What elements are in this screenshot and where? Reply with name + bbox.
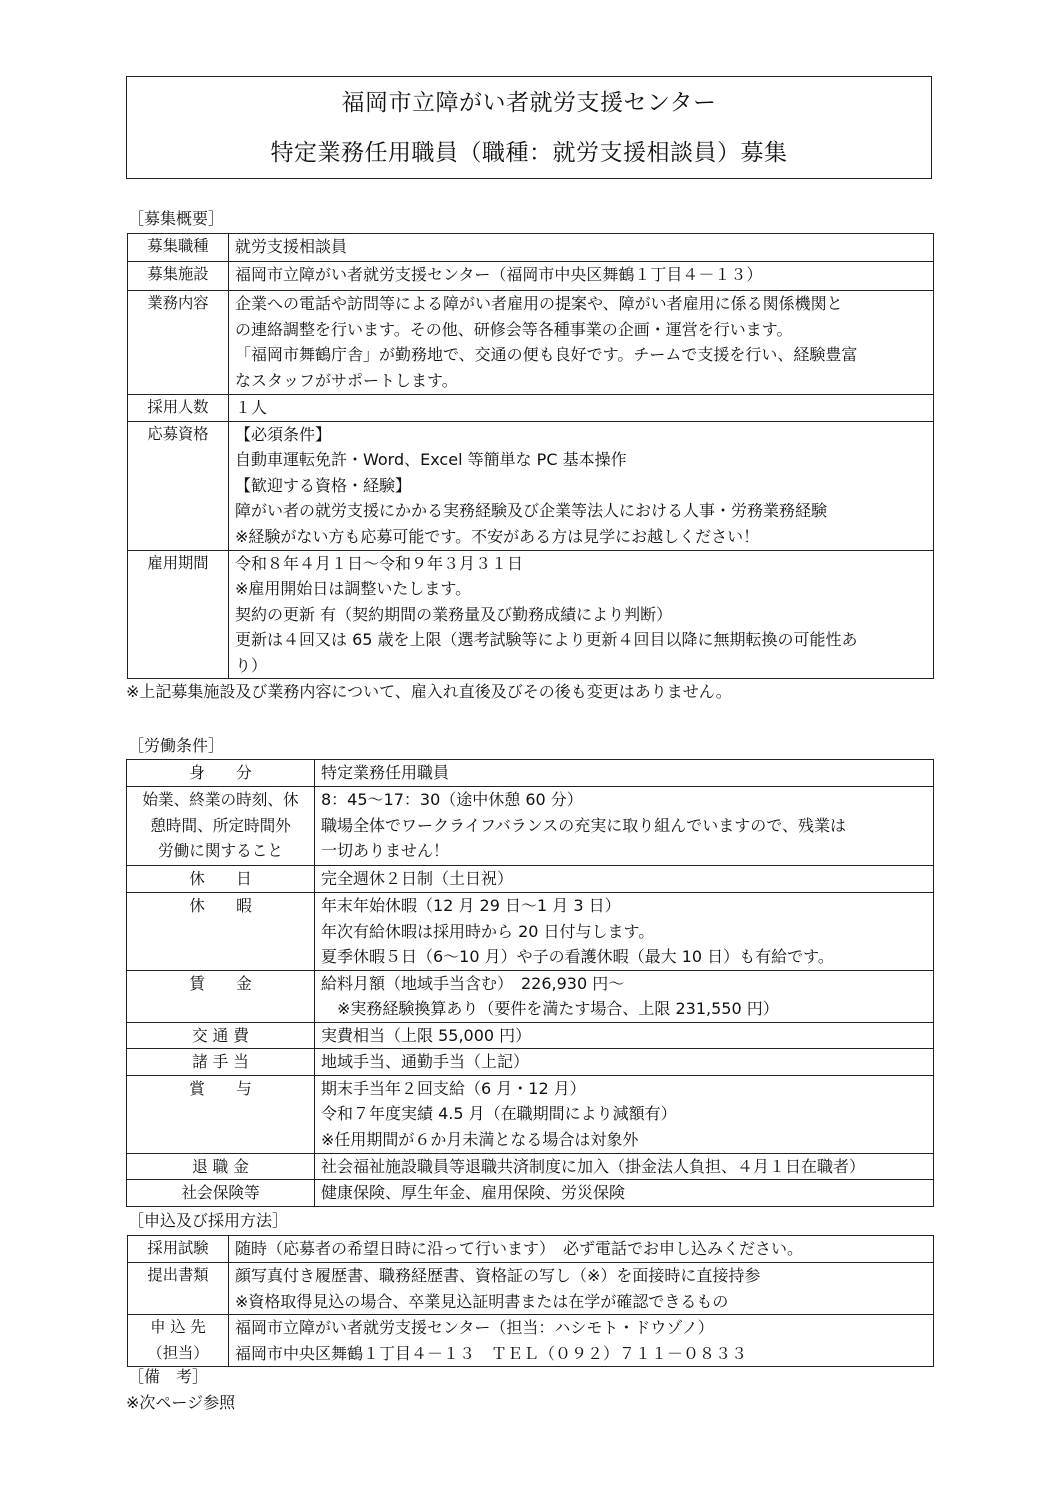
row-heading-text: 申 込 先 [150, 1318, 206, 1336]
row-content-line: 8：45～17：30（途中休憩 60 分） [321, 790, 583, 809]
row-heading [127, 893, 315, 971]
row-heading-text: 応募資格 [147, 424, 209, 443]
row-content-line: 【必須条件】 [235, 424, 332, 444]
conditions-label: ［労働条件］ [128, 736, 225, 755]
row-content [229, 1315, 934, 1367]
row-content-line: ※実務経験換算あり（要件を満たす場合、上限 231,550 円） [321, 999, 779, 1018]
row-content-line: り） [235, 655, 268, 675]
row-heading-text: 社会保険等 [181, 1183, 260, 1202]
overview-row [128, 262, 934, 291]
application-row [128, 1236, 934, 1263]
row-content-line: 社会福祉施設職員等退職共済制度に加入（掛金法人負担、４月１日在職者） [321, 1156, 866, 1176]
row-content-line: 更新は４回又は 65 歳を上限（選考試験等により更新４回目以降に無期転換の可能性あ [235, 630, 858, 649]
row-content-line: 年次有給休暇は採用時から 20 日付与します。 [321, 921, 655, 941]
row-content-line: 【歓迎する資格・経験】 [235, 475, 412, 495]
row-heading [127, 866, 315, 893]
row-content [229, 1236, 934, 1263]
row-heading [127, 1153, 315, 1180]
row-content [229, 550, 934, 679]
row-content-line: 福岡市立障がい者就労支援センター（担当：ハシモト・ドウゾノ） [235, 1318, 714, 1337]
application-label: ［申込及び採用方法］ [128, 1211, 289, 1230]
row-content [229, 234, 934, 262]
row-content-line: 一切ありません！ [321, 841, 450, 860]
row-content-line: 就労支援相談員 [235, 237, 348, 256]
row-content-line: なスタッフがサポートします。 [235, 370, 458, 390]
conditions-row [127, 1153, 934, 1180]
conditions-row [127, 1022, 934, 1049]
row-content-line: 特定業務任用職員 [321, 763, 450, 782]
title-recruitment: 特定業務任用職員（職種：就労支援相談員）募集 [270, 140, 788, 166]
row-heading-text: 賞 与 [189, 1078, 252, 1098]
overview-label: ［募集概要］ [128, 209, 225, 228]
application-row [128, 1263, 934, 1315]
overview-row [128, 395, 934, 422]
row-heading [128, 262, 229, 291]
row-content-line: 実費相当（上限 55,000 円） [321, 1025, 532, 1045]
row-content [315, 1022, 934, 1049]
overview-row [128, 550, 934, 679]
row-heading [128, 1236, 229, 1263]
row-content-line: 顔写真付き履歴書、職務経歴書、資格証の写し（※）を面接時に直接持参 [235, 1266, 761, 1285]
row-heading [128, 395, 229, 422]
row-content [315, 1049, 934, 1076]
row-content-line: 期末手当年２回支給（6 月・12 月） [321, 1078, 586, 1098]
application-row [128, 1315, 934, 1367]
row-content [315, 893, 934, 971]
row-heading [127, 1180, 315, 1207]
row-heading-text: （担当） [147, 1343, 209, 1362]
row-content-line: 「福岡市舞鶴庁舎」が勤務地で、交通の便も良好です。チームで支援を行い、経験豊富 [235, 345, 858, 364]
row-content [315, 1153, 934, 1180]
row-heading-text: 諸 手 当 [192, 1052, 249, 1071]
row-content [315, 1180, 934, 1207]
row-content [229, 1263, 934, 1315]
row-heading-text: 始業、終業の時刻、休 [142, 790, 299, 809]
title-box [126, 76, 932, 179]
row-heading-text: 交 通 費 [192, 1025, 249, 1045]
row-heading [127, 1022, 315, 1049]
row-content [315, 1075, 934, 1153]
remarks-label: ［備 考］ [128, 1367, 209, 1386]
row-heading [127, 970, 315, 1022]
row-content [229, 262, 934, 291]
row-heading [128, 1315, 229, 1367]
row-content [315, 787, 934, 866]
row-content [315, 970, 934, 1022]
row-content-line: 自動車運転免許・Word、Excel 等簡単な PC 基本操作 [235, 450, 627, 469]
row-heading-text: 賃 金 [189, 973, 252, 993]
row-heading-text: 身 分 [189, 763, 252, 782]
row-content-line: 福岡市立障がい者就労支援センター（福岡市中央区舞鶴１丁目４－１３） [235, 265, 763, 284]
row-content-line: 健康保険、厚生年金、雇用保険、労災保険 [321, 1183, 626, 1202]
title-facility: 福岡市立障がい者就労支援センター [341, 90, 717, 116]
row-heading-text: 休 暇 [189, 896, 252, 915]
remarks-text: ※次ページ参照 [126, 1393, 236, 1412]
row-heading-text: 採用人数 [147, 398, 209, 416]
row-content-line: ※資格取得見込の場合、卒業見込証明書または在学が確認できるもの [235, 1291, 729, 1311]
row-heading [128, 291, 229, 395]
row-heading-text: 提出書類 [147, 1266, 209, 1284]
row-heading-text: 労働に関すること [158, 841, 283, 860]
row-content [229, 421, 934, 550]
row-heading-text: 休 日 [189, 869, 252, 888]
row-content-line: 夏季休暇５日（6～10 月）や子の看護休暇（最大 10 日）も有給です。 [321, 947, 834, 966]
row-heading-text: 雇用期間 [147, 553, 209, 572]
overview-row [128, 234, 934, 262]
row-content [229, 291, 934, 395]
row-content-line: 契約の更新 有（契約期間の業務量及び勤務成績により判断） [235, 604, 673, 624]
row-content-line: 福岡市中央区舞鶴１丁目４－１３ ＴＥＬ（０９２）７１１－０８３３ [235, 1343, 748, 1363]
conditions-row [127, 1049, 934, 1076]
row-content-line: ※雇用開始日は調整いたします。 [235, 579, 472, 598]
row-content-line: 職場全体でワークライフバランスの充実に取り組んでいますので、残業は [321, 815, 846, 835]
conditions-row [127, 760, 934, 787]
row-heading-text: 採用試験 [147, 1239, 209, 1257]
row-heading [128, 234, 229, 262]
row-content-line: １人 [235, 398, 268, 417]
conditions-table [126, 759, 934, 1207]
row-content-line: 随時（応募者の希望日時に沿って行います） 必ず電話でお申し込みください。 [235, 1239, 804, 1258]
conditions-row [127, 970, 934, 1022]
row-heading-text: 憩時間、所定時間外 [150, 815, 291, 835]
row-content-line: の連絡調整を行います。その他、研修会等各種事業の企画・運営を行います。 [235, 319, 793, 339]
application-table [127, 1235, 934, 1367]
row-content [229, 395, 934, 422]
row-content-line: 地域手当、通勤手当（上記） [321, 1052, 530, 1071]
overview-note: ※上記募集施設及び業務内容について、雇入れ直後及びその後も変更はありません。 [126, 682, 732, 701]
row-content-line: 年末年始休暇（12 月 29 日～1 月 3 日） [321, 896, 621, 915]
conditions-row [127, 866, 934, 893]
row-heading [128, 421, 229, 550]
row-heading [128, 1263, 229, 1315]
row-heading-text: 業務内容 [147, 294, 209, 312]
row-content-line: ※任用期間が６か月未満となる場合は対象外 [321, 1129, 639, 1149]
conditions-row [127, 787, 934, 866]
row-heading [128, 550, 229, 679]
row-content-line: 完全週休２日制（土日祝） [321, 869, 514, 888]
overview-table [127, 233, 934, 679]
conditions-row [127, 893, 934, 971]
row-content-line: 令和７年度実績 4.5 月（在職期間により減額有） [321, 1104, 677, 1123]
overview-row [128, 291, 934, 395]
row-content-line: 障がい者の就労支援にかかる実務経験及び企業等法人における人事・労務業務経験 [235, 501, 828, 520]
row-heading [127, 760, 315, 787]
row-content [315, 866, 934, 893]
conditions-row [127, 1180, 934, 1207]
row-content-line: 給料月額（地域手当含む） 226,930 円～ [321, 973, 625, 993]
row-heading [127, 1049, 315, 1076]
row-content-line: ※経験がない方も応募可能です。不安がある方は見学にお越しください！ [235, 526, 760, 546]
row-heading-text: 募集施設 [147, 265, 209, 283]
row-content-line: 令和８年４月１日～令和９年３月３１日 [235, 553, 524, 573]
row-heading [127, 1075, 315, 1153]
row-heading-text: 募集職種 [147, 237, 209, 255]
row-heading-text: 退 職 金 [192, 1156, 249, 1176]
overview-row [128, 421, 934, 550]
row-content-line: 企業への電話や訪問等による障がい者雇用の提案や、障がい者雇用に係る関係機関と [235, 294, 843, 313]
row-heading [127, 787, 315, 866]
conditions-row [127, 1075, 934, 1153]
row-content [315, 760, 934, 787]
